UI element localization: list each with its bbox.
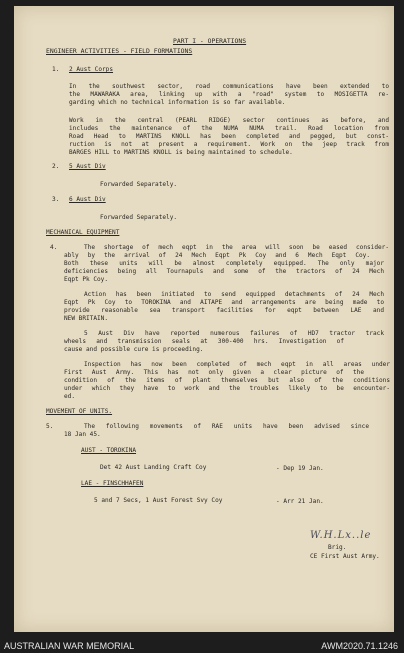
movement-1-date: - Dep 19 Jan. <box>276 465 324 472</box>
item-4-para-4-line-1: Inspection has now been completed of mech eqpt in all areas under <box>84 361 390 368</box>
item-1-number: 1. <box>52 66 60 73</box>
signatory-title: CE First Aust Army. <box>310 553 380 560</box>
movement-1-place: AUST - TOROKINA <box>81 447 137 454</box>
item-4-para-3-line-1: 5 Aust Div have reported numerous failures of HD7 tractor track <box>84 330 384 337</box>
item-4-para-4-line-2: First Aust Army. This has not only given a clear picture of the <box>64 369 364 376</box>
item-1-para-2-line-3: Road Head to MARTINS KNOLL has been completed and pegged, but const- <box>69 133 389 140</box>
item-2-heading: 5 Aust Div <box>69 163 106 170</box>
movement-1-unit: Det 42 Aust Landing Craft Coy <box>100 464 207 471</box>
item-5-line-1: The following movements of RAE units have been advised since <box>84 423 369 430</box>
handwritten-signature: W.H.Lx..le <box>310 530 372 541</box>
footer-bar <box>0 639 404 653</box>
item-1-heading: 2 Aust Corps <box>69 66 114 73</box>
movement-2-place: LAE - FINSCHHAFEN <box>81 480 144 487</box>
item-4-para-2-line-1: Action has been initiated to send equipped detachments of 24 Mech <box>84 291 384 298</box>
item-1-para-2-line-5: BARGES HILL to MARTINS KNOLL is being maintained to schedule. <box>69 149 293 156</box>
movement-2-unit: 5 and 7 Secs, 1 Aust Forest Svy Coy <box>94 497 223 504</box>
item-4-number: 4. <box>50 244 58 251</box>
item-4-para-3-line-3: cause and possible cure is proceeding. <box>64 346 204 353</box>
item-4-para-2-line-4: NEW BRITAIN. <box>64 315 109 322</box>
signatory-rank: Brig. <box>328 544 347 551</box>
item-1-para-2-line-1: Work in the central (PEARL RIDGE) sector continues as before, and <box>69 117 389 124</box>
item-2-text: Forwarded Separately. <box>100 181 178 188</box>
document-page <box>14 6 394 632</box>
item-4-para-3-line-2: wheels and transmission seals at 300-400 hrs. Investigation of <box>64 338 344 345</box>
part-title: PART I - OPERATIONS <box>173 37 247 45</box>
item-4-para-4-line-5: ed. <box>64 393 76 400</box>
item-4-para-2-line-3: provide reasonable sea transport facilities for eqpt between LAE and <box>64 307 384 314</box>
item-4-para-1-line-4: deficiencies being all Tournapuls and some of the tractors of 24 Mech <box>64 268 384 275</box>
movement-2-date: - Arr 21 Jan. <box>276 498 324 505</box>
movement-of-units-heading: MOVEMENT OF UNITS. <box>46 408 113 415</box>
item-4-para-1-line-3: Both these units will be almost completely equipped. The only major <box>64 260 384 267</box>
item-1-para-1-line-2: the MAWARAKA area, linking up with a "road" system to MOSIGETTA re- <box>69 91 389 98</box>
item-1-para-1-line-3: garding which no technical information is so far available. <box>69 99 286 106</box>
item-1-para-2-line-2: includes the maintenance of the NUMA NUMA trail. Road location from <box>69 125 389 132</box>
item-1-para-2-line-4: ruction is not at present a requirement. Work on the jeep track from <box>69 141 389 148</box>
engineer-activities-heading: ENGINEER ACTIVITIES - FIELD FORMATIONS <box>46 47 193 55</box>
item-4-para-1-line-2: ably by the arrival of 24 Mech Eqpt Pk Coy and 6 Mech Eqpt Coy. <box>64 252 370 259</box>
footer-institution: AUSTRALIAN WAR MEMORIAL <box>4 641 135 651</box>
item-4-para-4-line-4: under which they have to work and the troubles likely to be encounter- <box>64 385 390 392</box>
item-2-number: 2. <box>52 163 60 170</box>
item-4-para-1-line-5: Eqpt Pk Coy. <box>64 276 109 283</box>
item-1-para-1-line-1: In the southwest sector, road communications have been extended to <box>69 83 389 90</box>
item-5-number: 5. <box>46 423 54 430</box>
mechanical-equipment-heading: MECHANICAL EQUIPMENT <box>46 229 120 236</box>
item-3-text: Forwarded Separately. <box>100 214 178 221</box>
item-3-heading: 6 Aust Div <box>69 196 106 203</box>
item-4-para-4-line-3: condition of the items of plant themselves but also of the conditions <box>64 377 390 384</box>
item-4-para-2-line-2: Eqpt Pk Coy to TOROKINA and AITAPE and arrangements are being made to <box>64 299 384 306</box>
item-4-para-1-line-1: The shortage of mech eqpt in the area will soon be eased consider- <box>84 244 389 251</box>
item-3-number: 3. <box>52 196 60 203</box>
footer-accession-number: AWM2020.71.1246 <box>321 641 398 651</box>
item-5-line-2: 18 Jan 45. <box>64 431 101 438</box>
